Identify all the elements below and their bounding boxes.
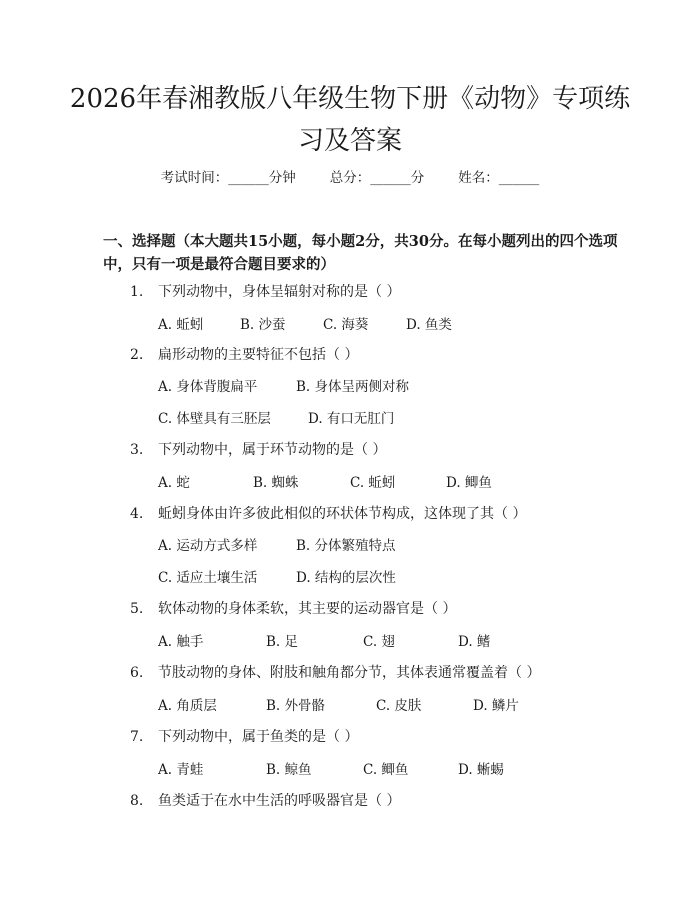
question-1 <box>130 282 400 302</box>
option-a: A. 青蛙 <box>158 762 204 778</box>
question-2 <box>130 345 358 365</box>
option-c: C. 皮肤 <box>376 698 422 714</box>
question-number: 3. <box>130 442 144 458</box>
option-a: A. 蚯蚓 <box>158 317 204 333</box>
question-text: 下列动物中，身体呈辐射对称的是（ ） <box>158 284 401 300</box>
question-5 <box>130 599 456 619</box>
question-text: 软体动物的身体柔软，其主要的运动器官是（ ） <box>158 601 457 617</box>
option-b: B. 外骨骼 <box>266 698 326 714</box>
question-number: 4. <box>130 506 144 522</box>
option-c: C. 蚯蚓 <box>350 475 396 491</box>
question-text: 下列动物中，属于环节动物的是（ ） <box>158 442 387 458</box>
question-text: 鱼类适于在水中生活的呼吸器官是（ ） <box>158 793 401 809</box>
option-d: D. 鳞片 <box>473 698 519 714</box>
option-c: C. 适应土壤生活 <box>158 570 258 586</box>
option-a: A. 触手 <box>158 634 204 650</box>
option-a: A. 身体背腹扁平 <box>158 379 258 395</box>
section-heading: 一、选择题（本大题共15小题，每小题2分，共30分。在每小题列出的四个选项中，只有一项是最符合题目要求的） <box>103 233 618 273</box>
option-c: C. 体壁具有三胚层 <box>158 411 271 427</box>
option-d: D. 结构的层次性 <box>296 570 396 586</box>
option-b: B. 足 <box>266 634 299 650</box>
option-c: C. 翅 <box>363 634 395 650</box>
question-text: 下列动物中，属于鱼类的是（ ） <box>158 729 359 745</box>
option-d: D. 鱼类 <box>406 317 452 333</box>
option-c: C. 鲫鱼 <box>363 762 409 778</box>
question-3 <box>130 440 386 460</box>
question-text: 扁形动物的主要特征不包括（ ） <box>158 347 359 363</box>
total-score-field: 总分：______分 <box>329 170 425 186</box>
option-b: B. 分体繁殖特点 <box>296 538 396 554</box>
question-4 <box>130 504 526 524</box>
option-d: D. 蜥蜴 <box>458 762 504 778</box>
question-text: 蚯蚓身体由许多彼此相似的环状体节构成，这体现了其（ ） <box>158 506 527 522</box>
question-text: 节肢动物的身体、附肢和触角都分节，其体表通常覆盖着（ ） <box>158 665 541 681</box>
option-c: C. 海葵 <box>323 317 369 333</box>
question-number: 7. <box>130 729 144 745</box>
question-number: 1. <box>130 284 144 300</box>
question-6 <box>130 663 540 683</box>
question-number: 8. <box>130 793 144 809</box>
option-a: A. 运动方式多样 <box>158 538 258 554</box>
question-8 <box>130 791 400 811</box>
option-b: B. 鲸鱼 <box>266 762 312 778</box>
exam-time-field: 考试时间：______分钟 <box>160 170 296 186</box>
option-b: B. 蜘蛛 <box>253 475 299 491</box>
option-b: B. 身体呈两侧对称 <box>296 379 410 395</box>
option-d: D. 有口无肛门 <box>308 411 395 427</box>
exam-info-line <box>0 168 700 188</box>
option-a: A. 角质层 <box>158 698 217 714</box>
option-d: D. 鲫鱼 <box>446 475 492 491</box>
question-number: 5. <box>130 601 144 617</box>
question-number: 6. <box>130 665 144 681</box>
option-d: D. 鳍 <box>458 634 491 650</box>
student-name-field: 姓名：______ <box>458 170 540 186</box>
question-7 <box>130 727 358 747</box>
question-number: 2. <box>130 347 144 363</box>
option-a: A. 蛇 <box>158 475 190 491</box>
option-b: B. 沙蚕 <box>240 317 286 333</box>
document-title: 2026年春湘教版八年级生物下册《动物》专项练习及答案 <box>69 84 631 156</box>
